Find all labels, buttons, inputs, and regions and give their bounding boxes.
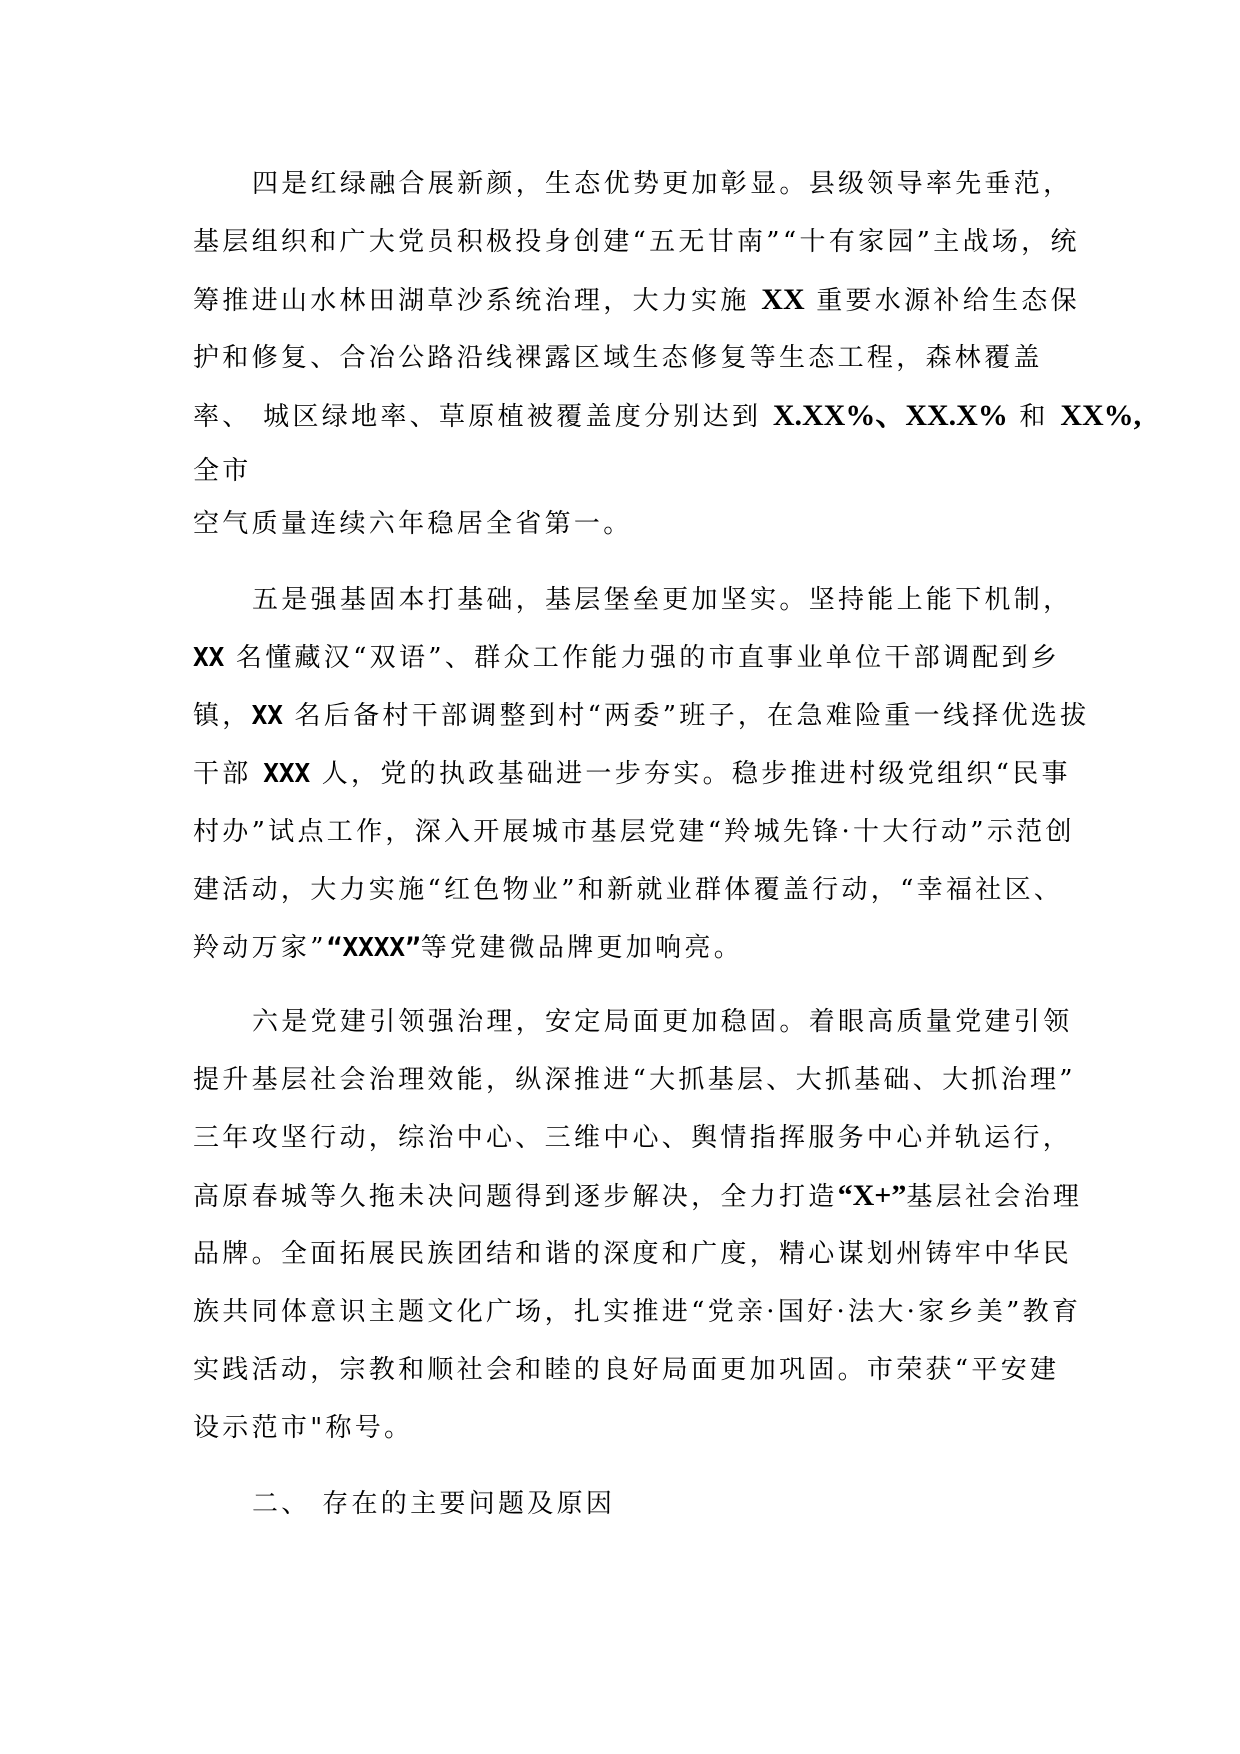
para4-line3-bold: XX [761, 283, 805, 316]
para5-line7-text-c: 等党建微品牌更加响亮。 [420, 933, 744, 963]
para4-line5-bold-a: X.XX%、XX.X% [772, 399, 1008, 432]
para4-line3-text-c: 重要水源补给生态保 [816, 286, 1080, 316]
para5-line3-bold: XX [251, 701, 283, 731]
para6-line4 [193, 1180, 1082, 1213]
para6-line8: 设示范市"称号。 [193, 1413, 414, 1443]
para6-line4-text-a: 高原春城等久拖未决问题得到逐步解决，全力打造 [193, 1182, 838, 1212]
para5-line7-bold: “XXXX” [326, 933, 421, 963]
para5-line5: 村办”试点工作，深入开展城市基层党建“羚城先锋·十大行动”示范创 [193, 817, 1075, 847]
para6-line6: 族共同体意识主题文化广场，扎实推进“党亲·国好·法大·家乡美”教育 [193, 1297, 1082, 1327]
para5-line4 [193, 758, 1071, 790]
para5-line7 [193, 932, 743, 964]
para5-line2-text: 名懂藏汉“双语”、群众工作能力强的市直事业单位干部调配到乡 [235, 643, 1061, 673]
para5-line2 [193, 642, 1060, 674]
para5-line7-text-a: 羚动万家” [193, 933, 327, 963]
para4-line2: 基层组织和广大党员积极投身创建“五无甘南”“十有家园”主战场，统 [193, 227, 1080, 257]
para4-line7: 空气质量连续六年稳居全省第一。 [193, 509, 633, 539]
para6-line5: 品牌。全面拓展民族团结和谐的深度和广度，精心谋划州铸牢中华民 [193, 1239, 1073, 1269]
para5-line6: 建活动，大力实施“红色物业”和新就业群体覆盖行动，“幸福社区、 [193, 875, 1064, 905]
para4-line5-bold-d: XX%, [1060, 399, 1142, 432]
para4-line5-text-a: 率、 城区绿地率、草原植被覆盖度分别达到 [193, 402, 762, 432]
para4-line4: 护和修复、合冶公路沿线裸露区域生态修复等生态工程，森林覆盖 [193, 343, 1043, 373]
para4-line6: 全市 [193, 456, 252, 486]
para5-line4-bold: XXX [263, 759, 311, 789]
section-heading: 二、 存在的主要问题及原因 [252, 1489, 616, 1519]
para6-line4-text-c: 基层社会治理 [906, 1182, 1083, 1212]
para5-line3 [193, 700, 1090, 732]
para6-line4-bold: “X+” [837, 1179, 907, 1212]
para5-line3-text-a: 镇， [193, 701, 252, 731]
para4-line3-text-a: 筹推进山水林田湖草沙系统治理，大力实施 [193, 286, 750, 316]
para4-line5-text-c: 和 [1019, 402, 1049, 432]
para5-line1: 五是强基固本打基础，基层堡垒更加坚实。坚持能上能下机制， [252, 585, 1073, 615]
para4-line1: 四是红绿融合展新颜，生态优势更加彰显。县级领导率先垂范， [252, 169, 1073, 199]
para6-line7: 实践活动，宗教和顺社会和睦的良好局面更加巩固。市荣获“平安建 [193, 1355, 1060, 1385]
para6-line1: 六是党建引领强治理，安定局面更加稳固。着眼高质量党建引领 [252, 1007, 1073, 1037]
para4-line3 [193, 284, 1080, 317]
para5-line3-text-c: 名后备村干部调整到村“两委”班子，在急难险重一线择优选拔 [294, 701, 1090, 731]
para6-line3: 三年攻坚行动，综治中心、三维中心、舆情指挥服务中心并轨运行， [193, 1123, 1073, 1153]
para5-line2-bold: XX [193, 643, 225, 673]
para6-line2: 提升基层社会治理效能，纵深推进“大抓基层、大抓基础、大抓治理” [193, 1065, 1076, 1095]
para4-line5 [193, 400, 1141, 433]
para5-line4-text-c: 人，党的执政基础进一步夯实。稳步推进村级党组织“民事 [321, 759, 1071, 789]
para5-line4-text-a: 干部 [193, 759, 252, 789]
